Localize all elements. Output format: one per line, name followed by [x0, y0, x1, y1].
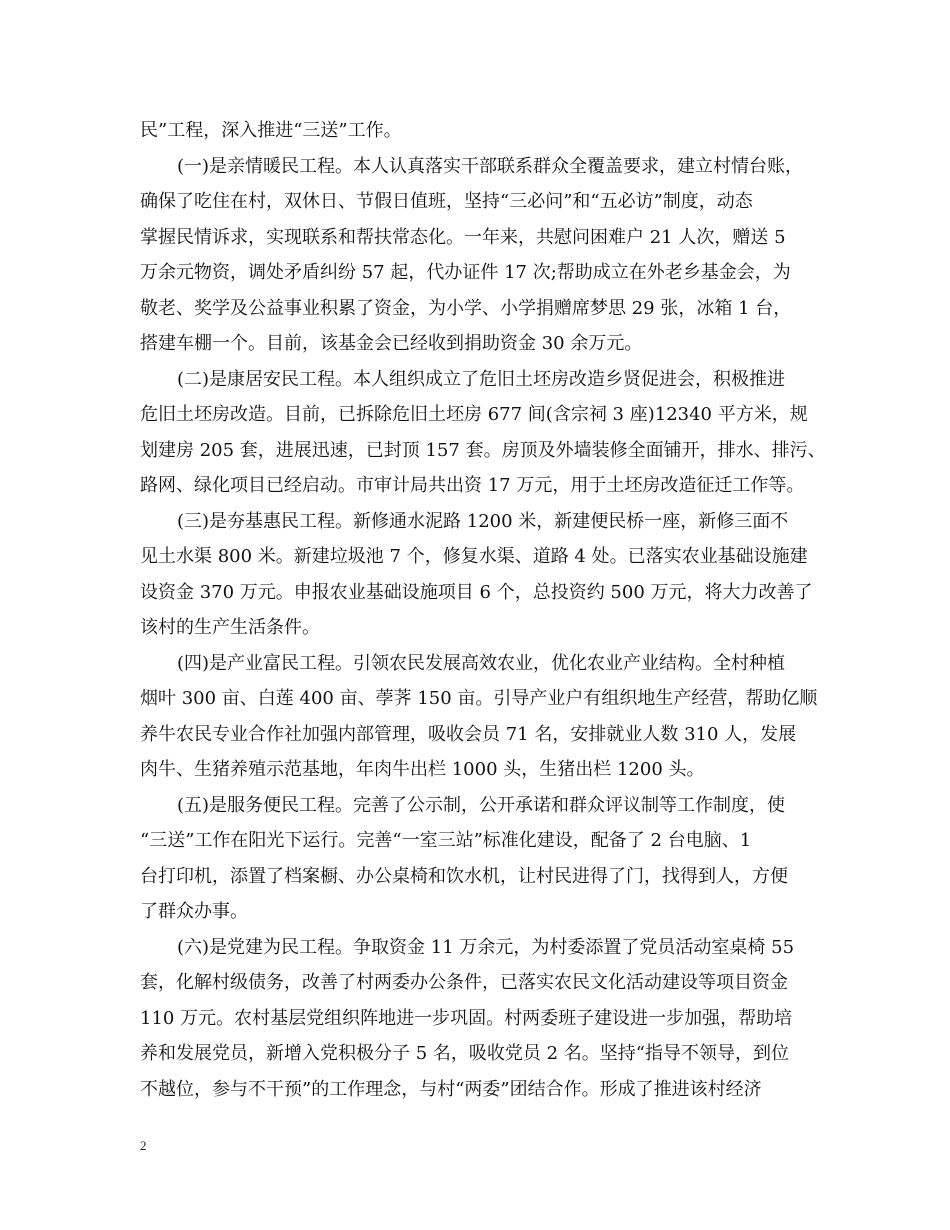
text-line: (一)是亲情暖民工程。本人认真落实干部联系群众全覆盖要求，建立村情台账，	[177, 155, 804, 177]
text-line: 养和发展党员，新增入党积极分子 5 名，吸收党员 2 名。坚持“指导不领导，到位	[140, 1043, 789, 1064]
text-line: 设资金 370 万元。申报农业基础设施项目 6 个，总投资约 500 万元，将大力改善了	[140, 581, 813, 603]
text-line: (五)是服务便民工程。完善了公示制，公开承诺和群众评议制等工作制度，使	[177, 794, 786, 816]
text-line: “三送”工作在阳光下运行。完善“一室三站”标准化建设，配备了 2 台电脑、1	[140, 830, 752, 851]
text-line: 危旧土坯房改造。目前，已拆除危旧土坯房 677 间(含宗祠 3 座)12340 平方米，规	[140, 404, 808, 425]
text-line: (四)是产业富民工程。引领农民发展高效农业，优化农业产业结构。全村种植	[177, 652, 786, 674]
text-line: 划建房 205 套，进展迅速，已封顶 157 套。房顶及外墙装修全面铺开，排水、排污、	[140, 439, 826, 461]
text-line: (六)是党建为民工程。争取资金 11 万余元，为村委添置了党员活动室桌椅 55	[177, 936, 795, 958]
text-line: 肉牛、生猪养殖示范基地，年肉牛出栏 1000 头，生猪出栏 1200 头。	[140, 759, 705, 780]
text-line: (二)是康居安民工程。本人组织成立了危旧土坯房改造乡贤促进会，积极推进	[177, 368, 786, 390]
text-line: 见土水渠 800 米。新建垃圾池 7 个，修复水渠、道路 4 处。已落实农业基础设施建	[140, 546, 808, 567]
text-line: 台打印机，添置了档案橱、办公桌椅和饮水机，让村民进得了门，找得到人，方便	[140, 865, 788, 887]
text-line: 万余元物资，调处矛盾纠纷 57 起，代办证件 17 次;帮助成立在外老乡基金会，为	[140, 262, 791, 283]
text-line: 烟叶 300 亩、白莲 400 亩、荸荠 150 亩。引导产业户有组织地生产经营，帮助亿顺	[140, 688, 818, 709]
text-line: 路网、绿化项目已经启动。市审计局共出资 17 万元，用于土坯房改造征迁工作等。	[140, 475, 805, 496]
text-line: 不越位，参与不干预”的工作理念，与村“两委”团结合作。形成了推进该村经济	[140, 1078, 762, 1100]
document-body	[140, 113, 830, 1107]
text-line: 掌握民情诉求，实现联系和帮扶常态化。一年来，共慰问困难户 21 人次，赠送 5	[140, 226, 786, 248]
text-line: 敬老、奖学及公益事业积累了资金，为小学、小学捐赠席梦思 29 张，冰箱 1 台，	[140, 297, 792, 319]
text-line: 养牛农民专业合作社加强内部管理，吸收会员 71 名，安排就业人数 310 人，发展	[140, 723, 797, 745]
text-line: 该村的生产生活条件。	[140, 617, 320, 638]
text-line: 民”工程，深入推进“三送”工作。	[140, 120, 402, 141]
text-line: 搭建车棚一个。目前，该基金会已经收到捐助资金 30 余万元。	[140, 333, 643, 354]
text-line: 110 万元。农村基层党组织阵地进一步巩固。村两委班子建设进一步加强，帮助培	[140, 1007, 793, 1029]
text-line: 了群众办事。	[140, 901, 248, 922]
text-line: 确保了吃住在村，双休日、节假日值班，坚持“三必问”和“五必访”制度，动态	[140, 191, 753, 212]
text-line: 套，化解村级债务，改善了村两委办公条件，已落实农民文化活动建设等项目资金	[140, 972, 788, 993]
page-number: 2	[140, 1138, 147, 1153]
text-line: (三)是夯基惠民工程。新修通水泥路 1200 米，新建便民桥一座，新修三面不	[177, 510, 789, 532]
